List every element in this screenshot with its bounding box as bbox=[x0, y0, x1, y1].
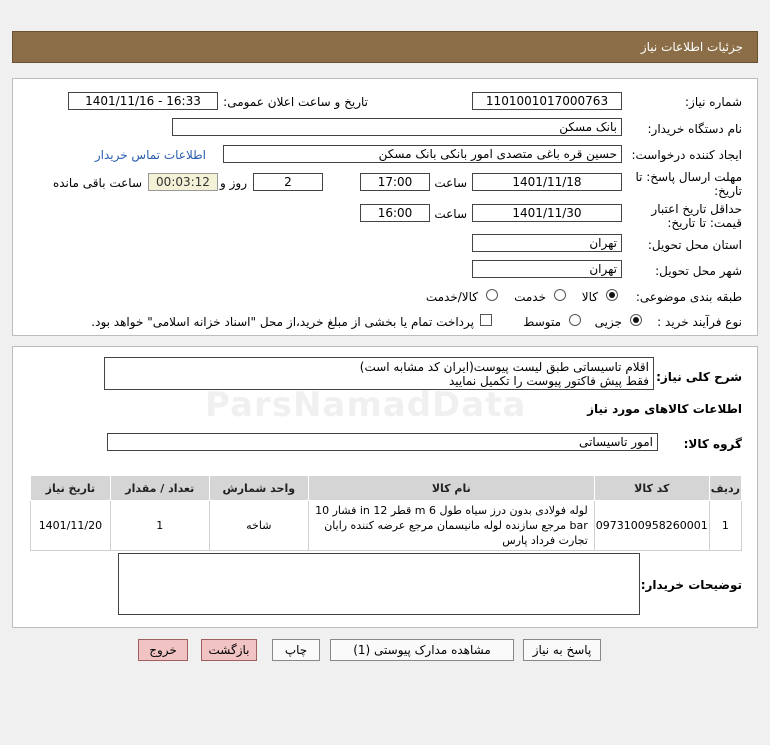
col-date: تاریخ نیاز bbox=[31, 476, 111, 501]
goods-group-field: امور تاسیساتی bbox=[107, 433, 658, 451]
col-code: کد کالا bbox=[594, 476, 709, 501]
row-code: 0973100958260001 bbox=[594, 501, 709, 551]
process-option-medium: متوسط bbox=[523, 315, 561, 329]
row-name: لوله فولادی بدون درز سیاه طول 6 m قطر 12 in فشار 10 bar مرجع سازنده لوله مانیسمان مرجع عرضه کننده رایان تجارت فرداد پارس bbox=[308, 501, 594, 551]
view-attachments-button[interactable]: مشاهده مدارک پیوستی (1) bbox=[330, 639, 514, 661]
table-row bbox=[31, 501, 742, 551]
city-field: تهران bbox=[472, 260, 622, 278]
deadline-time-field: 17:00 bbox=[360, 173, 430, 191]
validity-label-line2: قیمت: تا تاریخ: bbox=[667, 216, 742, 230]
description-line-2: فقط پیش فاکتور پیوست را تکمیل نمایید bbox=[449, 374, 649, 388]
validity-date-field: 1401/11/30 bbox=[472, 204, 622, 222]
process-option-minor: جزیی bbox=[594, 315, 622, 329]
announce-field: 1401/11/16 - 16:33 bbox=[68, 92, 218, 110]
deadline-date-field: 1401/11/18 bbox=[472, 173, 622, 191]
row-index: 1 bbox=[709, 501, 741, 551]
col-qty: تعداد / مقدار bbox=[110, 476, 209, 501]
page-title: جزئیات اطلاعات نیاز bbox=[640, 40, 743, 54]
row-qty: 1 bbox=[110, 501, 209, 551]
deadline-label-line1: مهلت ارسال پاسخ: تا bbox=[635, 170, 742, 184]
city-label: شهر محل تحویل: bbox=[655, 264, 742, 278]
description-label: شرح کلی نیاز: bbox=[656, 370, 742, 384]
process-radio-minor[interactable] bbox=[630, 314, 642, 326]
deadline-label-line2: تاریخ: bbox=[714, 184, 742, 198]
row-date: 1401/11/20 bbox=[31, 501, 111, 551]
treasury-payment-checkbox[interactable] bbox=[480, 314, 492, 326]
treasury-payment-note: پرداخت تمام یا بخشی از مبلغ خرید،از محل "اسناد خزانه اسلامی" خواهد بود. bbox=[91, 315, 474, 329]
buyer-org-label: نام دستگاه خریدار: bbox=[647, 122, 742, 136]
announce-label: تاریخ و ساعت اعلان عمومی: bbox=[223, 95, 368, 109]
exit-button[interactable]: خروج bbox=[138, 639, 188, 661]
buyer-contact-link[interactable]: اطلاعات تماس خریدار bbox=[94, 148, 206, 162]
province-field: تهران bbox=[472, 234, 622, 252]
creator-label: ایجاد کننده درخواست: bbox=[631, 148, 742, 162]
remaining-label: ساعت باقی مانده bbox=[52, 176, 142, 190]
category-label: طبقه بندی موضوعی: bbox=[635, 290, 742, 304]
process-radio-medium[interactable] bbox=[569, 314, 581, 326]
province-label: استان محل تحویل: bbox=[647, 238, 742, 252]
remaining-timer: 00:03:12 bbox=[148, 173, 218, 191]
goods-table bbox=[30, 475, 742, 551]
category-radio-service[interactable] bbox=[554, 289, 566, 301]
category-option-goods: کالا bbox=[581, 290, 598, 304]
description-line-1: اقلام تاسیساتی طبق لیست پیوست(ایران کد مشابه است) bbox=[359, 360, 649, 374]
watermark-text: ParsNamadData bbox=[205, 385, 527, 425]
days-label: روز و bbox=[220, 176, 247, 190]
validity-time-field: 16:00 bbox=[360, 204, 430, 222]
category-radio-goods-service[interactable] bbox=[486, 289, 498, 301]
creator-field: حسین قره باغی متصدی امور بانکی بانک مسکن bbox=[223, 145, 622, 163]
validity-time-label: ساعت bbox=[434, 207, 467, 221]
back-button[interactable]: بازگشت bbox=[201, 639, 257, 661]
category-option-service: خدمت bbox=[514, 290, 546, 304]
row-unit: شاخه bbox=[209, 501, 308, 551]
validity-label-line1: حداقل تاریخ اعتبار bbox=[651, 202, 742, 216]
need-number-label: شماره نیاز: bbox=[685, 95, 742, 109]
goods-group-label: گروه کالا: bbox=[683, 437, 742, 451]
print-button[interactable]: چاپ bbox=[272, 639, 320, 661]
buyer-notes-label: توضیحات خریدار: bbox=[640, 578, 742, 592]
col-index: ردیف bbox=[709, 476, 741, 501]
category-option-goods-service: کالا/خدمت bbox=[425, 290, 478, 304]
goods-table-header bbox=[31, 476, 742, 501]
buyer-org-field: بانک مسکن bbox=[172, 118, 622, 136]
col-unit: واحد شمارش bbox=[209, 476, 308, 501]
category-radio-goods[interactable] bbox=[606, 289, 618, 301]
deadline-time-label: ساعت bbox=[434, 176, 467, 190]
reply-button[interactable]: پاسخ به نیاز bbox=[523, 639, 601, 661]
need-number-field: 1101001017000763 bbox=[472, 92, 622, 110]
page-header bbox=[12, 31, 758, 63]
col-name: نام کالا bbox=[308, 476, 594, 501]
buyer-notes-box bbox=[118, 553, 640, 615]
process-label: نوع فرآیند خرید : bbox=[657, 315, 742, 329]
goods-section-title: اطلاعات کالاهای مورد نیاز bbox=[587, 402, 742, 416]
days-field: 2 bbox=[253, 173, 323, 191]
